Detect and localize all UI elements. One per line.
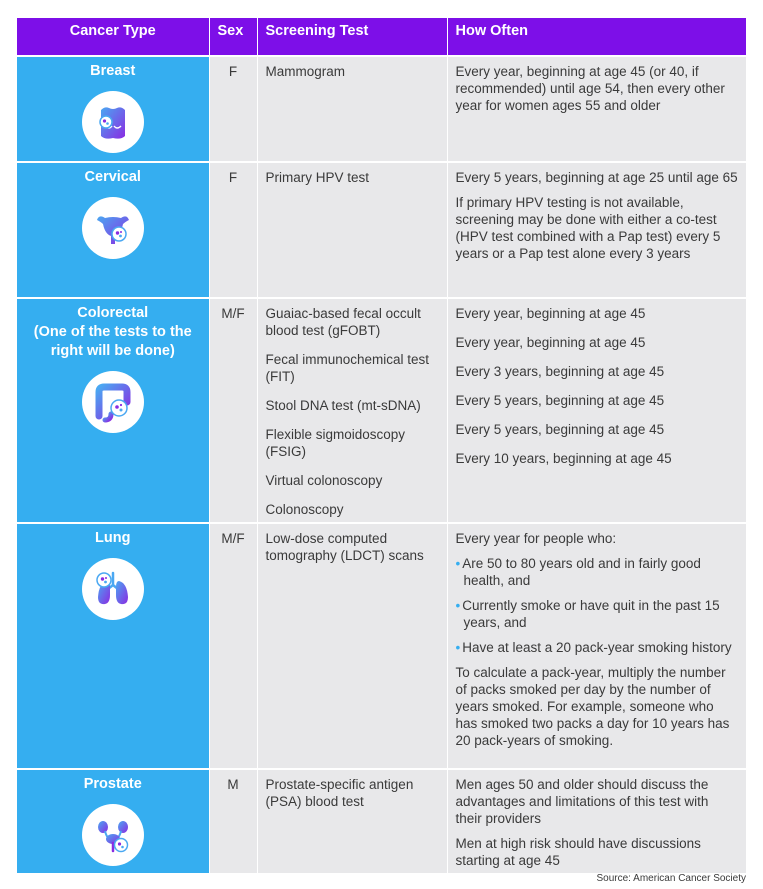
frequency-cell [447, 523, 746, 769]
pack-year-note: To calculate a pack-year, multiply the number of packs smoked per day by the number of years smoked. For example, someone who has smoked two packs a day for 10 years has 20 pack-years of smoking. [455, 665, 730, 748]
frequency-cell [447, 162, 746, 298]
frequency-text: Every 5 years, beginning at age 45 [455, 393, 665, 408]
criteria-bullet: • Currently smoke or have quit in the past 15 years, and [455, 598, 720, 630]
cancer-type-cell [17, 56, 209, 162]
test-option: Flexible sigmoidoscopy (FSIG) [265, 427, 406, 459]
sex-cell: F [209, 162, 257, 298]
frequency-cell [447, 56, 746, 162]
sex-cell: F [209, 56, 257, 162]
cancer-type-name: Lung [95, 530, 131, 546]
lungs-icon [82, 558, 144, 620]
bullet-dot-icon: • [455, 598, 461, 613]
frequency-text: Men at high risk should have discussions starting at age 45 [455, 836, 701, 868]
frequency-text: Every year, beginning at age 45 (or 40, if recommended) until age 54, then every other year for women ages 55 and older [455, 64, 725, 113]
bullet-dot-icon: • [455, 556, 461, 571]
test-option: Colonoscopy [265, 502, 344, 517]
screening-test-cell [257, 298, 447, 523]
breast-icon [82, 91, 144, 153]
frequency-text: Men ages 50 and older should discuss the advantages and limitations of this test with their providers [455, 777, 709, 826]
frequency-text: Every 5 years, beginning at age 45 [455, 422, 665, 437]
test-option: Fecal immunochemical test (FIT) [265, 352, 430, 384]
screening-test-cell: Primary HPV test [257, 162, 447, 298]
frequency-cell [447, 298, 746, 523]
header-sex: Sex [209, 18, 257, 56]
sex-cell: M [209, 769, 257, 874]
screening-table [17, 18, 746, 875]
prostate-icon [82, 804, 144, 866]
cancer-type-name: Breast [90, 63, 136, 79]
frequency-text: Every 10 years, beginning at age 45 [455, 451, 672, 466]
table-row [17, 523, 746, 769]
cancer-type-cell [17, 298, 209, 523]
table-row [17, 162, 746, 298]
frequency-text: Every year, beginning at age 45 [455, 335, 646, 350]
frequency-text: Every 5 years, beginning at age 25 until age 65 [455, 170, 738, 185]
table-row [17, 769, 746, 874]
frequency-cell [447, 769, 746, 874]
cancer-type-cell [17, 769, 209, 874]
frequency-text: Every 3 years, beginning at age 45 [455, 364, 665, 379]
sex-cell: M/F [209, 523, 257, 769]
table-row [17, 298, 746, 523]
cancer-type-name: Colorectal [77, 305, 149, 321]
colon-icon [82, 371, 144, 433]
bullet-dot-icon: • [455, 640, 461, 655]
header-cancer-type: Cancer Type [17, 18, 209, 56]
cancer-type-cell [17, 162, 209, 298]
cancer-type-cell [17, 523, 209, 769]
header-how-often: How Often [447, 18, 746, 56]
frequency-text: Every year for people who: [455, 531, 617, 546]
test-option: Stool DNA test (mt-sDNA) [265, 398, 421, 413]
table-row [17, 56, 746, 162]
cancer-type-name: Prostate [83, 776, 142, 792]
screening-test-cell: Prostate-specific antigen (PSA) blood test [257, 769, 447, 874]
frequency-text: If primary HPV testing is not available, screening may be done with either a co-test (HPV test combined with a Pap test) every 5 years or a Pap test alone every 3 years [455, 195, 721, 261]
uterus-icon [82, 197, 144, 259]
sex-cell: M/F [209, 298, 257, 523]
criteria-bullet: • Have at least a 20 pack-year smoking history [455, 640, 732, 655]
criteria-bullet: • Are 50 to 80 years old and in fairly good health, and [455, 556, 701, 588]
cancer-type-note: (One of the tests to the right will be done) [33, 324, 192, 359]
screening-test-cell: Mammogram [257, 56, 447, 162]
test-option: Guaiac-based fecal occult blood test (gFOBT) [265, 306, 421, 338]
header-screening-test: Screening Test [257, 18, 447, 56]
source-credit: Source: American Cancer Society [596, 873, 746, 884]
frequency-text: Every year, beginning at age 45 [455, 306, 646, 321]
cancer-type-name: Cervical [84, 169, 141, 185]
header-row [17, 18, 746, 56]
screening-test-cell: Low-dose computed tomography (LDCT) scans [257, 523, 447, 769]
test-option: Virtual colonoscopy [265, 473, 383, 488]
